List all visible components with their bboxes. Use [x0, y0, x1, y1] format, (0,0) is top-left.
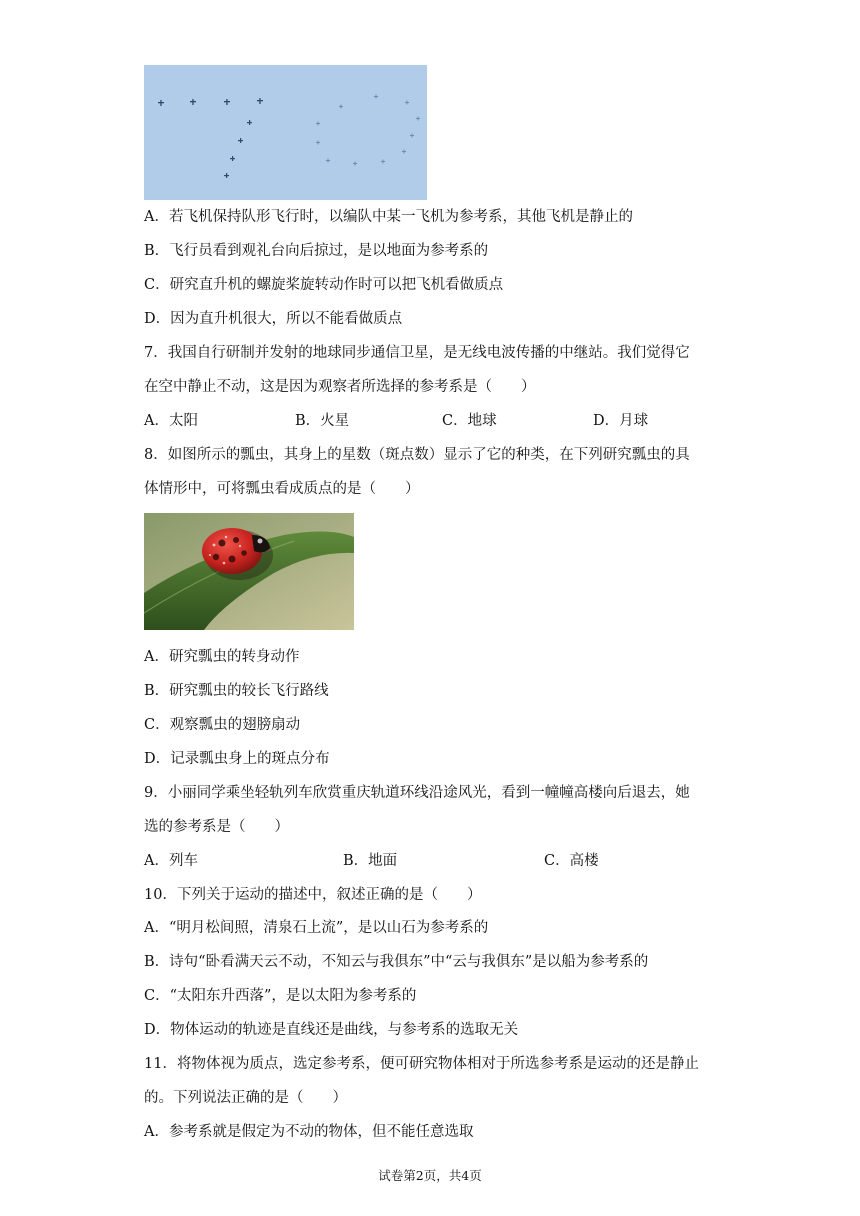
aircraft-formation-photo — [144, 65, 427, 200]
q7-stem-line2: 在空中静止不动，这是因为观察者所选择的参考系是（ ） — [144, 379, 536, 395]
q6-option-d: D．因为直升机很大，所以不能看做质点 — [144, 311, 403, 327]
q9-option-a: A．列车 — [144, 853, 198, 869]
q9-option-b: B．地面 — [343, 853, 398, 869]
q7-option-c: C．地球 — [442, 413, 497, 429]
q7-stem-line1: 7．我国自行研制并发射的地球同步通信卫星，是无线电波传播的中继站。我们觉得它 — [144, 345, 690, 361]
q8-option-d: D．记录瓢虫身上的斑点分布 — [144, 751, 330, 767]
q7-option-d: D．月球 — [593, 413, 649, 429]
q9-options — [144, 851, 744, 871]
q11-stem-line2: 的。下列说法正确的是（ ） — [144, 1090, 347, 1106]
q10-option-c: C．“太阳东升西落”，是以太阳为参考系的 — [144, 988, 417, 1004]
q11-option-a: A．参考系就是假定为不动的物体，但不能任意选取 — [144, 1124, 474, 1140]
q8-stem-line1: 8．如图所示的瓢虫，其身上的星数（斑点数）显示了它的种类，在下列研究瓢虫的具 — [144, 447, 690, 463]
q10-option-b: B．诗句“卧看满天云不动，不知云与我俱东”中“云与我俱东”是以船为参考系的 — [144, 954, 649, 970]
q7-option-b: B．火星 — [295, 413, 350, 429]
q9-stem-line2: 选的参考系是（ ） — [144, 819, 289, 835]
q8-option-a: A．研究瓢虫的转身动作 — [144, 649, 300, 665]
q8-option-c: C．观察瓢虫的翅膀扇动 — [144, 717, 301, 733]
q7-options — [144, 411, 744, 431]
q8-option-b: B．研究瓢虫的较长飞行路线 — [144, 683, 329, 699]
q6-option-b: B．飞行员看到观礼台向后掠过，是以地面为参考系的 — [144, 243, 489, 259]
q9-stem-line1: 9．小丽同学乘坐轻轨列车欣赏重庆轨道环线沿途风光，看到一幢幢高楼向后退去，她 — [144, 785, 690, 801]
q7-option-a: A．太阳 — [144, 413, 198, 429]
q11-stem-line1: 11．将物体视为质点，选定参考系，便可研究物体相对于所选参考系是运动的还是静止 — [144, 1056, 699, 1072]
ladybug-photo — [144, 513, 354, 630]
page-footer: 试卷第2页，共4页 — [378, 1168, 482, 1183]
q10-option-d: D．物体运动的轨迹是直线还是曲线，与参考系的选取无关 — [144, 1022, 519, 1038]
q10-stem: 10．下列关于运动的描述中，叙述正确的是（ ） — [144, 887, 482, 903]
q8-stem-line2: 体情形中，可将瓢虫看成质点的是（ ） — [144, 481, 420, 497]
q10-option-a: A．“明月松间照，清泉石上流”，是以山石为参考系的 — [144, 920, 489, 936]
q6-option-c: C．研究直升机的螺旋桨旋转动作时可以把飞机看做质点 — [144, 277, 504, 293]
q9-option-c: C．高楼 — [544, 853, 599, 869]
q6-option-a: A．若飞机保持队形飞行时，以编队中某一飞机为参考系，其他飞机是静止的 — [144, 209, 633, 225]
